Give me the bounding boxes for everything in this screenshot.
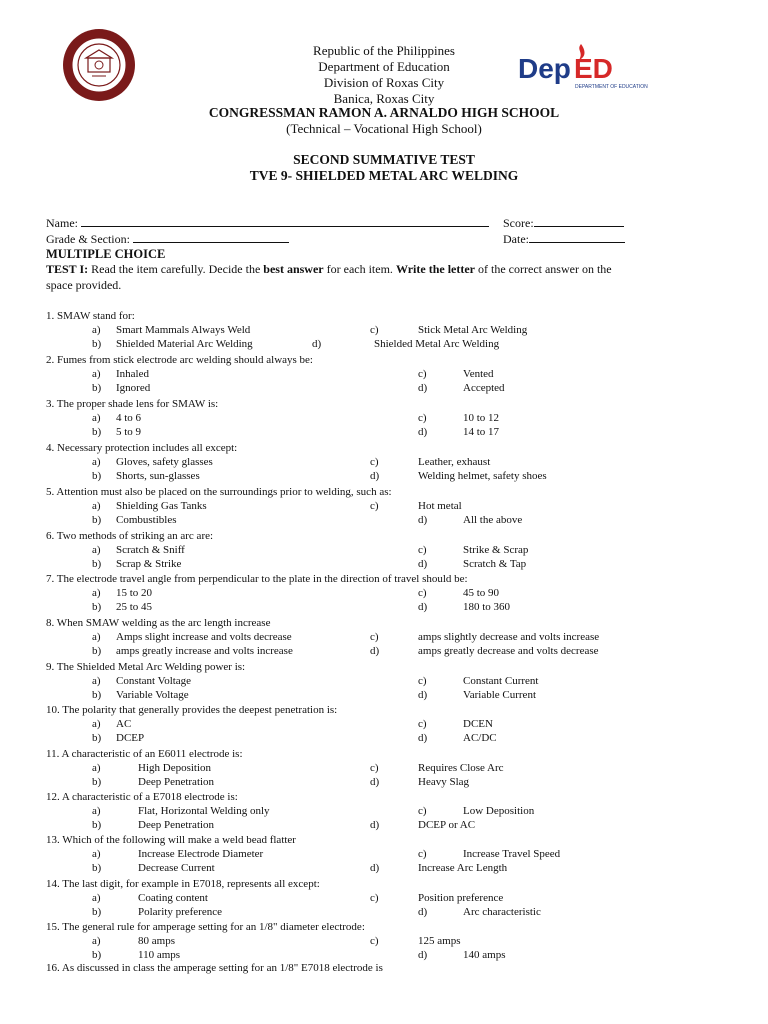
question-2: 2. Fumes from stick electrode arc welding should always be: [46, 354, 313, 366]
option-letter: d) [418, 514, 428, 526]
option-letter: c) [370, 324, 379, 336]
subject-title: TVE 9- SHIELDED METAL ARC WELDING [249, 168, 519, 183]
svg-text:Dep: Dep [518, 53, 571, 84]
option-letter: a) [92, 456, 101, 468]
instructions-text-3: of the correct answer on the [475, 262, 612, 276]
option-letter: d) [370, 470, 380, 482]
option-letter: d) [418, 601, 428, 613]
option-letter: d) [370, 862, 380, 874]
option-text: Coating content [138, 892, 208, 904]
option-text: 4 to 6 [116, 412, 142, 424]
option-letter: a) [92, 412, 101, 424]
date-field[interactable] [503, 231, 625, 246]
option-text: Combustibles [116, 514, 177, 526]
option-letter: b) [92, 776, 102, 788]
question-6: 6. Two methods of striking an arc are: [46, 530, 214, 542]
option-letter: d) [418, 689, 428, 701]
option-letter: a) [92, 935, 101, 947]
option-text: Increase Travel Speed [463, 848, 561, 860]
option-letter: a) [92, 544, 101, 556]
option-letter: a) [92, 718, 101, 730]
option-letter: a) [92, 500, 101, 512]
option-text: Arc characteristic [463, 906, 541, 918]
option-letter: c) [370, 762, 379, 774]
question-3: 3. The proper shade lens for SMAW is: [46, 398, 219, 410]
option-text: Shorts, sun-glasses [116, 470, 200, 482]
option-text: Scratch & Tap [463, 558, 527, 570]
option-text: Stick Metal Arc Welding [418, 324, 528, 336]
option-text: amps slightly decrease and volts increase [418, 631, 600, 643]
option-text: Position preference [418, 892, 504, 904]
option-text: DCEP or AC [418, 819, 476, 831]
option-letter: d) [370, 645, 380, 657]
option-letter: a) [92, 762, 101, 774]
option-text: amps greatly decrease and volts decrease [418, 645, 599, 657]
option-text: Hot metal [418, 500, 462, 512]
instructions-text-2: for each item. [323, 262, 396, 276]
question-12: 12. A characteristic of a E7018 electrode is: [46, 791, 238, 803]
option-text: Polarity preference [138, 906, 222, 918]
option-letter: b) [92, 338, 102, 350]
deped-subtext: DEPARTMENT OF EDUCATION [575, 84, 648, 90]
option-letter: c) [418, 587, 427, 599]
option-letter: c) [418, 675, 427, 687]
option-text: Variable Voltage [116, 689, 189, 701]
option-text: DCEP [116, 732, 145, 744]
option-text: Vented [463, 368, 494, 380]
option-letter: b) [92, 601, 102, 613]
option-text: Shielded Material Arc Welding [116, 338, 253, 350]
option-letter: c) [418, 368, 427, 380]
question-14: 14. The last digit, for example in E7018, represents all except: [46, 878, 320, 890]
option-text: Variable Current [463, 689, 536, 701]
instructions-line-2: space provided. [46, 278, 122, 292]
option-letter: b) [92, 906, 102, 918]
option-letter: a) [92, 892, 101, 904]
option-text: Shielded Metal Arc Welding [374, 338, 500, 350]
school-name: CONGRESSMAN RAMON A. ARNALDO HIGH SCHOOL [208, 105, 560, 120]
option-letter: b) [92, 514, 102, 526]
option-letter: b) [92, 862, 102, 874]
date-label: Date: [503, 232, 529, 246]
option-letter: b) [92, 645, 102, 657]
option-text: 140 amps [463, 949, 506, 961]
option-text: Constant Current [463, 675, 539, 687]
option-text: amps greatly increase and volts increase [116, 645, 293, 657]
option-text: AC [116, 718, 132, 730]
option-text: Deep Penetration [138, 819, 215, 831]
option-letter: d) [418, 382, 428, 394]
option-text: Ignored [116, 382, 151, 394]
test-title: SECOND SUMMATIVE TEST [293, 152, 475, 167]
option-letter: a) [92, 324, 101, 336]
option-letter: c) [370, 935, 379, 947]
score-blank[interactable] [534, 215, 624, 227]
option-text: Heavy Slag [418, 776, 470, 788]
option-letter: a) [92, 805, 101, 817]
option-letter: a) [92, 848, 101, 860]
option-letter: d) [418, 426, 428, 438]
question-13: 13. Which of the following will make a weld bead flatter [46, 834, 296, 846]
instructions-bold-1: best answer [263, 262, 324, 276]
option-text: Constant Voltage [116, 675, 192, 687]
option-letter: c) [370, 500, 379, 512]
option-text: Amps slight increase and volts decrease [116, 631, 292, 643]
header-line-4: Banica, Roxas City [333, 91, 435, 106]
option-letter: d) [312, 338, 322, 350]
option-text: Requires Close Arc [418, 762, 504, 774]
option-letter: d) [418, 949, 428, 961]
question-8: 8. When SMAW welding as the arc length increase [46, 617, 271, 629]
option-text: AC/DC [463, 732, 497, 744]
question-5: 5. Attention must also be placed on the surroundings prior to welding, such as: [46, 486, 392, 498]
option-letter: c) [370, 892, 379, 904]
option-text: 180 to 360 [463, 601, 511, 613]
option-text: Low Deposition [463, 805, 535, 817]
option-letter: b) [92, 426, 102, 438]
option-letter: b) [92, 732, 102, 744]
score-label: Score: [503, 216, 534, 230]
option-letter: b) [92, 382, 102, 394]
option-letter: b) [92, 689, 102, 701]
question-4: 4. Necessary protection includes all except: [46, 442, 238, 454]
name-label: Name: [46, 216, 78, 230]
option-text: Increase Electrode Diameter [138, 848, 264, 860]
option-text: Scratch & Sniff [116, 544, 185, 556]
option-text: Welding helmet, safety shoes [418, 470, 547, 482]
option-letter: b) [92, 949, 102, 961]
option-text: 14 to 17 [463, 426, 500, 438]
question-1: 1. SMAW stand for: [46, 310, 135, 322]
option-letter: b) [92, 558, 102, 570]
option-text: Scrap & Strike [116, 558, 182, 570]
date-blank[interactable] [529, 231, 625, 243]
question-11: 11. A characteristic of an E6011 electrode is: [46, 748, 243, 760]
name-blank[interactable] [81, 215, 489, 227]
option-text: Shielding Gas Tanks [116, 500, 207, 512]
question-15: 15. The general rule for amperage setting for an 1/8" diameter electrode: [46, 921, 365, 933]
option-text: 45 to 90 [463, 587, 500, 599]
option-letter: d) [418, 906, 428, 918]
option-letter: c) [418, 848, 427, 860]
school-type: (Technical – Vocational High School) [286, 121, 482, 136]
option-text: 5 to 9 [116, 426, 142, 438]
option-text: Strike & Scrap [463, 544, 529, 556]
option-letter: d) [418, 732, 428, 744]
option-text: Inhaled [116, 368, 149, 380]
option-letter: a) [92, 631, 101, 643]
header-line-3: Division of Roxas City [323, 75, 445, 90]
question-9: 9. The Shielded Metal Arc Welding power is: [46, 661, 246, 673]
instructions-text-1: Read the item carefully. Decide the [88, 262, 264, 276]
header-line-2: Department of Education [318, 59, 450, 74]
option-text: Smart Mammals Always Weld [116, 324, 251, 336]
option-text: 125 amps [418, 935, 461, 947]
option-text: High Deposition [138, 762, 212, 774]
grade-section-blank[interactable] [133, 231, 289, 243]
option-text: All the above [463, 514, 523, 526]
svg-text:ED: ED [574, 53, 613, 84]
option-letter: b) [92, 819, 102, 831]
option-text: Flat, Horizontal Welding only [138, 805, 270, 817]
option-letter: a) [92, 675, 101, 687]
option-text: 25 to 45 [116, 601, 153, 613]
section-heading: MULTIPLE CHOICE [46, 247, 166, 261]
option-letter: c) [418, 412, 427, 424]
instructions-bold-2: Write the letter [395, 262, 476, 276]
option-letter: b) [92, 470, 102, 482]
option-letter: c) [418, 544, 427, 556]
option-text: Accepted [463, 382, 505, 394]
option-letter: d) [418, 558, 428, 570]
score-field[interactable] [503, 215, 624, 230]
option-letter: c) [370, 631, 379, 643]
option-letter: d) [370, 819, 380, 831]
option-text: DCEN [463, 718, 493, 730]
option-text: Deep Penetration [138, 776, 215, 788]
option-text: Increase Arc Length [418, 862, 508, 874]
name-field[interactable] [46, 215, 489, 230]
grade-section-label: Grade & Section: [46, 232, 130, 246]
grade-section-field[interactable] [46, 231, 289, 246]
option-letter: c) [370, 456, 379, 468]
option-text: 80 amps [138, 935, 175, 947]
option-letter: c) [418, 805, 427, 817]
option-text: Leather, exhaust [418, 456, 491, 468]
instructions-lead: TEST I: [46, 262, 89, 276]
instructions [46, 262, 612, 276]
option-text: 110 amps [138, 949, 181, 961]
option-text: 15 to 20 [116, 587, 153, 599]
option-text: Gloves, safety glasses [116, 456, 213, 468]
question-7: 7. The electrode travel angle from perpendicular to the plate in the direction of travel should be: [46, 573, 468, 585]
option-letter: d) [370, 776, 380, 788]
option-letter: a) [92, 587, 101, 599]
header-line-1: Republic of the Philippines [313, 43, 455, 58]
question-16: 16. As discussed in class the amperage setting for an 1/8" E7018 electrode is [46, 962, 383, 974]
option-letter: a) [92, 368, 101, 380]
option-text: 10 to 12 [463, 412, 500, 424]
option-letter: c) [418, 718, 427, 730]
option-text: Decrease Current [138, 862, 215, 874]
question-10: 10. The polarity that generally provides the deepest penetration is: [46, 704, 338, 716]
